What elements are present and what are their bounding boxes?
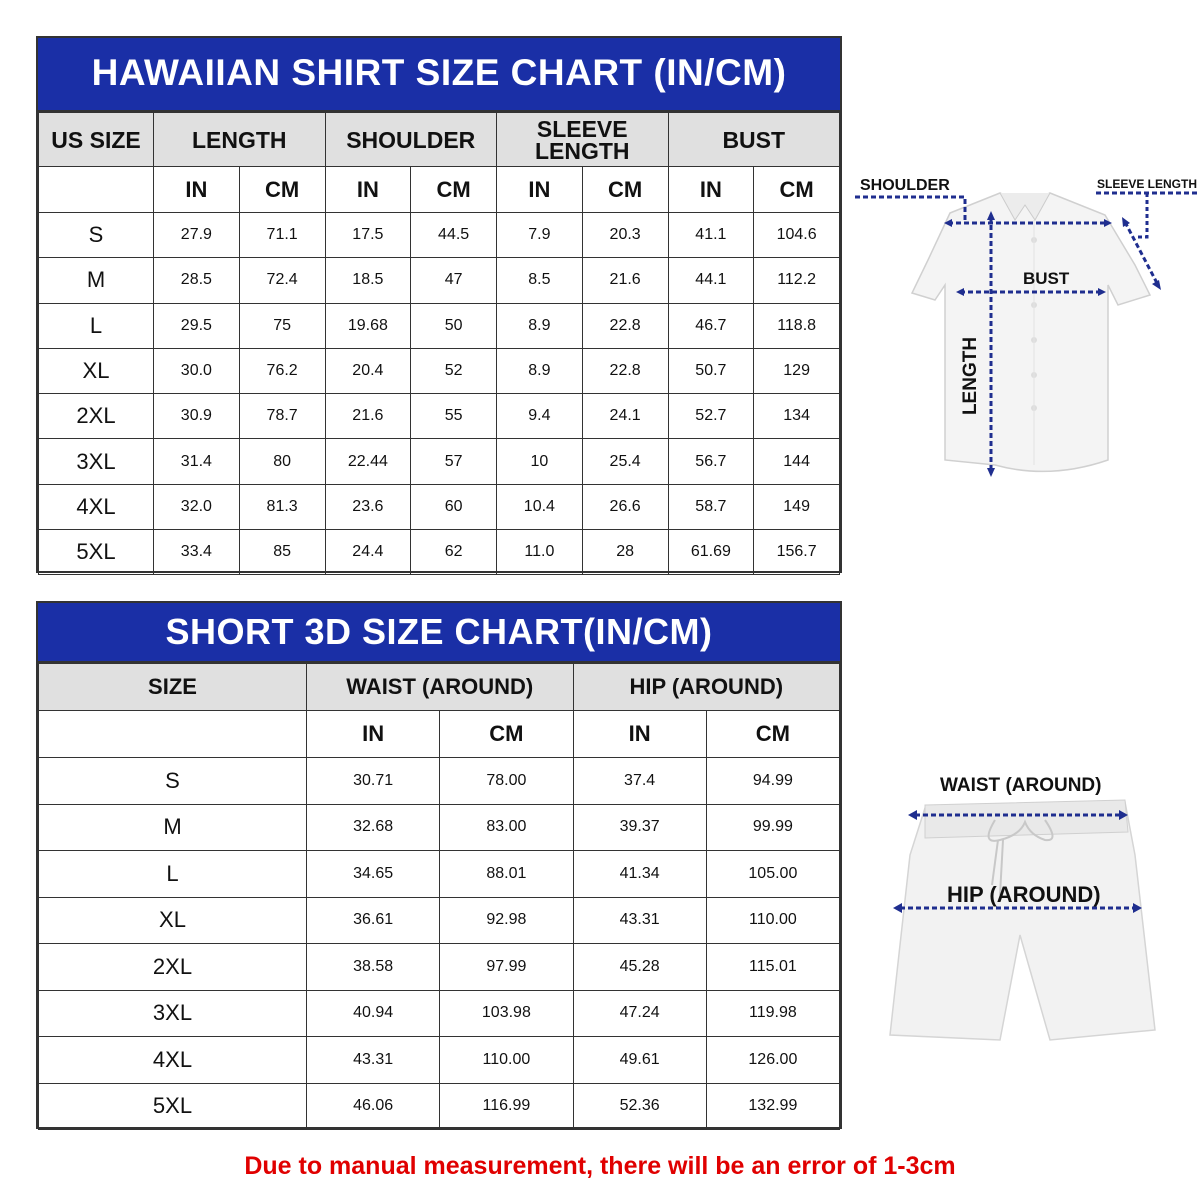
size-cell: 4XL	[39, 484, 154, 529]
waist-in-cell: 32.68	[307, 804, 440, 851]
shirt-measurement-diagram	[850, 165, 1200, 495]
shirt-table-row	[39, 394, 840, 439]
length-cm-cell: 72.4	[239, 258, 325, 303]
shirt-table-row	[39, 530, 840, 575]
waist-in-cell: 30.71	[307, 758, 440, 805]
shirt-size-table	[38, 112, 840, 575]
shoulder-in-cell: 17.5	[325, 213, 411, 258]
shoulder-cm-cell: 57	[411, 439, 497, 484]
length-cm-cell: 81.3	[239, 484, 325, 529]
size-cell: L	[39, 851, 307, 898]
header-waist: WAIST (AROUND)	[307, 664, 574, 711]
shirt-table-row	[39, 303, 840, 348]
bust-in-cell: 44.1	[668, 258, 754, 303]
shoulder-in-cell: 20.4	[325, 348, 411, 393]
short-measurement-diagram	[870, 760, 1170, 1050]
waist-in-cell: 43.31	[307, 1037, 440, 1084]
bust-cm-cell: 129	[754, 348, 840, 393]
shoulder-in-cell: 18.5	[325, 258, 411, 303]
sleeve-in-cell: 8.9	[497, 303, 583, 348]
shoulder-in-cell: 19.68	[325, 303, 411, 348]
short-size-table	[38, 663, 840, 1130]
length-cm-cell: 78.7	[239, 394, 325, 439]
shoulder-cm-cell: 62	[411, 530, 497, 575]
size-cell: M	[39, 804, 307, 851]
length-cm-cell: 76.2	[239, 348, 325, 393]
shirt-label-shoulder: SHOULDER	[860, 177, 950, 194]
sleeve-in-cell: 8.9	[497, 348, 583, 393]
hip-in-cell: 39.37	[573, 804, 706, 851]
sleeve-in-cell: 7.9	[497, 213, 583, 258]
length-in-cell: 30.0	[154, 348, 240, 393]
bust-in-cell: 56.7	[668, 439, 754, 484]
length-in-cell: 31.4	[154, 439, 240, 484]
hip-cm-cell: 99.99	[706, 804, 839, 851]
hip-in-cell: 37.4	[573, 758, 706, 805]
shirt-label-length: LENGTH	[960, 336, 982, 416]
size-cell: 5XL	[39, 1083, 307, 1130]
sleeve-cm-cell: 20.3	[582, 213, 668, 258]
header-hip: HIP (AROUND)	[573, 664, 840, 711]
shirt-table-row	[39, 439, 840, 484]
unit-hip-in: IN	[573, 711, 706, 758]
shirt-label-sleeve-length: SLEEVE LENGTH	[1097, 177, 1198, 191]
shirt-table-row	[39, 213, 840, 258]
bust-cm-cell: 104.6	[754, 213, 840, 258]
shoulder-in-cell: 24.4	[325, 530, 411, 575]
size-cell: S	[39, 213, 154, 258]
sleeve-cm-cell: 26.6	[582, 484, 668, 529]
hip-cm-cell: 132.99	[706, 1083, 839, 1130]
short-size-chart	[36, 601, 842, 1129]
header-bust: BUST	[668, 113, 840, 167]
shirt-table-row	[39, 258, 840, 303]
size-cell: XL	[39, 348, 154, 393]
hip-in-cell: 47.24	[573, 990, 706, 1037]
unit-hip-cm: CM	[706, 711, 839, 758]
short-table-row	[39, 990, 840, 1037]
unit-bust-cm: CM	[754, 167, 840, 213]
size-cell: 3XL	[39, 439, 154, 484]
shoulder-in-cell: 21.6	[325, 394, 411, 439]
unit-shoulder-in: IN	[325, 167, 411, 213]
bust-cm-cell: 134	[754, 394, 840, 439]
waist-cm-cell: 83.00	[440, 804, 573, 851]
size-cell: 2XL	[39, 394, 154, 439]
shoulder-cm-cell: 44.5	[411, 213, 497, 258]
sleeve-in-cell: 10.4	[497, 484, 583, 529]
unit-shoulder-cm: CM	[411, 167, 497, 213]
length-cm-cell: 71.1	[239, 213, 325, 258]
bust-cm-cell: 156.7	[754, 530, 840, 575]
bust-in-cell: 61.69	[668, 530, 754, 575]
hip-in-cell: 45.28	[573, 944, 706, 991]
shirt-size-chart	[36, 36, 842, 573]
hip-in-cell: 49.61	[573, 1037, 706, 1084]
sleeve-cm-cell: 22.8	[582, 303, 668, 348]
header-size: SIZE	[39, 664, 307, 711]
shoulder-cm-cell: 60	[411, 484, 497, 529]
waist-cm-cell: 103.98	[440, 990, 573, 1037]
waist-cm-cell: 78.00	[440, 758, 573, 805]
short-label-hip: HIP (AROUND)	[947, 882, 1101, 907]
length-cm-cell: 75	[239, 303, 325, 348]
shirt-header-unit-row	[39, 167, 840, 213]
sleeve-cm-cell: 24.1	[582, 394, 668, 439]
short-header-unit-row	[39, 711, 840, 758]
length-in-cell: 33.4	[154, 530, 240, 575]
bust-in-cell: 52.7	[668, 394, 754, 439]
sleeve-in-cell: 11.0	[497, 530, 583, 575]
size-cell: XL	[39, 897, 307, 944]
unit-length-in: IN	[154, 167, 240, 213]
size-cell: 5XL	[39, 530, 154, 575]
length-in-cell: 30.9	[154, 394, 240, 439]
sleeve-in-cell: 9.4	[497, 394, 583, 439]
header-length: LENGTH	[154, 113, 326, 167]
bust-in-cell: 58.7	[668, 484, 754, 529]
bust-cm-cell: 118.8	[754, 303, 840, 348]
hip-cm-cell: 115.01	[706, 944, 839, 991]
short-table-row	[39, 1037, 840, 1084]
hip-cm-cell: 119.98	[706, 990, 839, 1037]
short-table-row	[39, 758, 840, 805]
short-table-row	[39, 804, 840, 851]
measurement-error-note: Due to manual measurement, there will be an error of 1-3cm	[244, 1152, 956, 1180]
waist-in-cell: 38.58	[307, 944, 440, 991]
short-table-row	[39, 944, 840, 991]
unit-blank	[39, 711, 307, 758]
sleeve-cm-cell: 22.8	[582, 348, 668, 393]
unit-blank	[39, 167, 154, 213]
bust-in-cell: 41.1	[668, 213, 754, 258]
shirt-label-bust: BUST	[1023, 269, 1070, 288]
header-sleeve-length-label: SLEEVE LENGTH	[534, 115, 630, 164]
length-in-cell: 29.5	[154, 303, 240, 348]
shoulder-in-cell: 23.6	[325, 484, 411, 529]
unit-waist-in: IN	[307, 711, 440, 758]
waist-cm-cell: 116.99	[440, 1083, 573, 1130]
hip-cm-cell: 126.00	[706, 1037, 839, 1084]
shirt-illustration-icon	[850, 165, 1200, 495]
length-cm-cell: 80	[239, 439, 325, 484]
shoulder-in-cell: 22.44	[325, 439, 411, 484]
bust-cm-cell: 149	[754, 484, 840, 529]
waist-in-cell: 40.94	[307, 990, 440, 1037]
hip-in-cell: 52.36	[573, 1083, 706, 1130]
sleeve-cm-cell: 28	[582, 530, 668, 575]
size-cell: S	[39, 758, 307, 805]
sleeve-cm-cell: 25.4	[582, 439, 668, 484]
size-cell: 4XL	[39, 1037, 307, 1084]
waist-cm-cell: 97.99	[440, 944, 573, 991]
hip-cm-cell: 94.99	[706, 758, 839, 805]
unit-waist-cm: CM	[440, 711, 573, 758]
shoulder-cm-cell: 47	[411, 258, 497, 303]
size-cell: 2XL	[39, 944, 307, 991]
sleeve-cm-cell: 21.6	[582, 258, 668, 303]
length-in-cell: 32.0	[154, 484, 240, 529]
size-cell: L	[39, 303, 154, 348]
unit-sleeve-cm: CM	[582, 167, 668, 213]
length-in-cell: 27.9	[154, 213, 240, 258]
waist-cm-cell: 110.00	[440, 1037, 573, 1084]
short-chart-title: SHORT 3D SIZE CHART(IN/CM)	[38, 603, 840, 663]
shirt-chart-title: HAWAIIAN SHIRT SIZE CHART (IN/CM)	[38, 38, 840, 112]
waist-cm-cell: 88.01	[440, 851, 573, 898]
shirt-table-row	[39, 484, 840, 529]
header-sleeve-length	[497, 113, 669, 167]
header-us-size: US SIZE	[39, 113, 154, 167]
unit-sleeve-in: IN	[497, 167, 583, 213]
short-table-row	[39, 1083, 840, 1130]
bust-in-cell: 50.7	[668, 348, 754, 393]
short-label-waist: WAIST (AROUND)	[940, 775, 1102, 796]
shirt-header-group-row	[39, 113, 840, 167]
size-cell: 3XL	[39, 990, 307, 1037]
bust-cm-cell: 112.2	[754, 258, 840, 303]
shirt-table-row	[39, 348, 840, 393]
hip-in-cell: 41.34	[573, 851, 706, 898]
short-table-row	[39, 897, 840, 944]
header-shoulder: SHOULDER	[325, 113, 497, 167]
hip-cm-cell: 105.00	[706, 851, 839, 898]
waist-in-cell: 36.61	[307, 897, 440, 944]
short-header-group-row	[39, 664, 840, 711]
bust-cm-cell: 144	[754, 439, 840, 484]
hip-in-cell: 43.31	[573, 897, 706, 944]
waist-in-cell: 46.06	[307, 1083, 440, 1130]
length-in-cell: 28.5	[154, 258, 240, 303]
sleeve-in-cell: 10	[497, 439, 583, 484]
sleeve-in-cell: 8.5	[497, 258, 583, 303]
shoulder-cm-cell: 52	[411, 348, 497, 393]
hip-cm-cell: 110.00	[706, 897, 839, 944]
length-cm-cell: 85	[239, 530, 325, 575]
shoulder-cm-cell: 55	[411, 394, 497, 439]
shoulder-cm-cell: 50	[411, 303, 497, 348]
waist-in-cell: 34.65	[307, 851, 440, 898]
size-cell: M	[39, 258, 154, 303]
waist-cm-cell: 92.98	[440, 897, 573, 944]
unit-length-cm: CM	[239, 167, 325, 213]
bust-in-cell: 46.7	[668, 303, 754, 348]
unit-bust-in: IN	[668, 167, 754, 213]
short-table-row	[39, 851, 840, 898]
